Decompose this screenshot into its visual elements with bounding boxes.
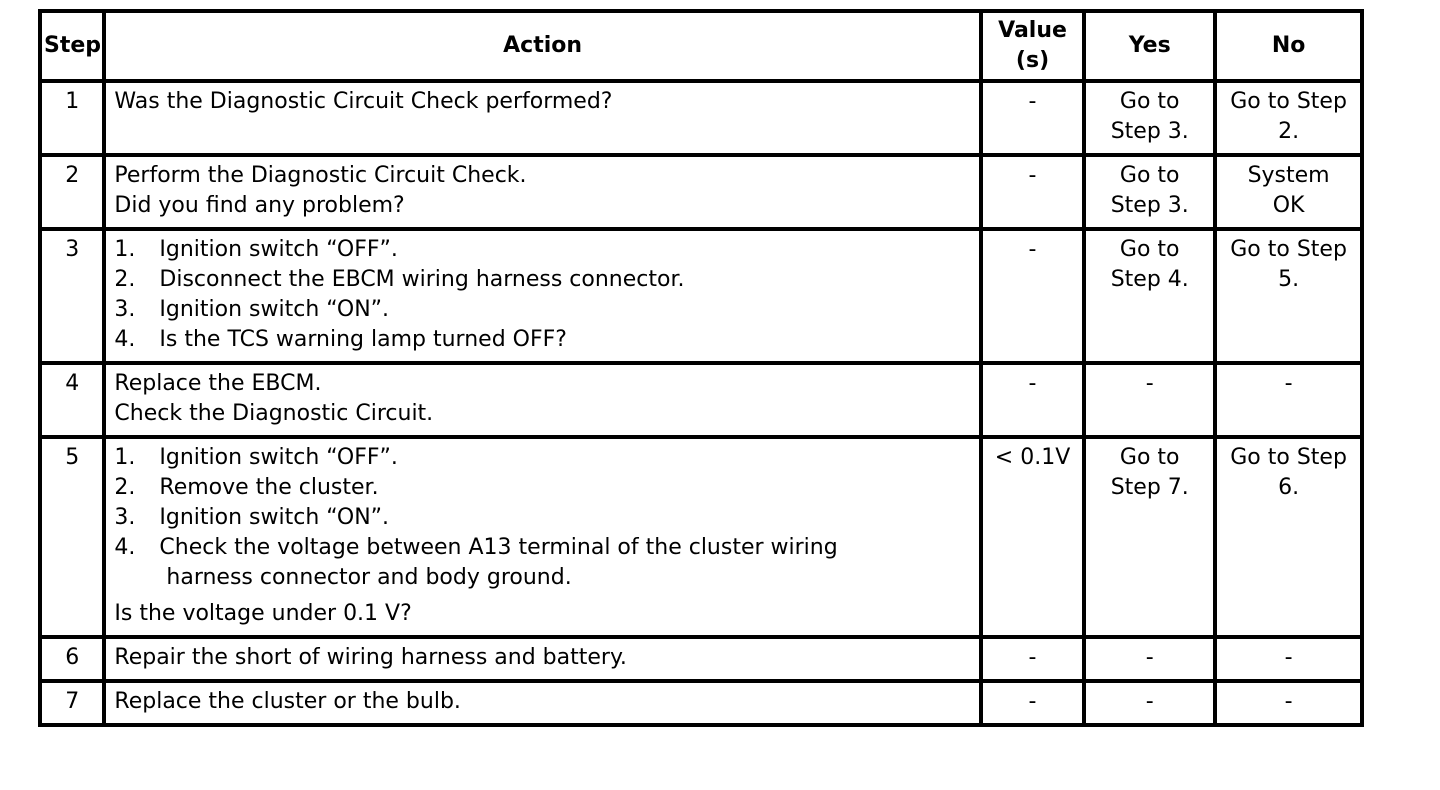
action-step-text: Is the TCS warning lamp turned OFF?	[159, 327, 567, 352]
yes-cell-text: Go to Step 4.	[1110, 237, 1189, 292]
action-step-number: 3.	[114, 297, 136, 322]
yes-cell	[1084, 155, 1215, 229]
yes-cell-text: Go to Step 3.	[1110, 89, 1189, 144]
value-cell-text: -	[1028, 645, 1037, 670]
step-number: 1	[40, 81, 104, 155]
value-cell	[981, 155, 1084, 229]
action-cell	[104, 681, 980, 725]
header-row	[40, 11, 1362, 81]
action-question: Is the voltage under 0.1 V?	[114, 601, 412, 626]
action-step-item	[114, 265, 972, 295]
step-number: 2	[40, 155, 104, 229]
action-step-item	[114, 533, 972, 593]
yes-cell-text: -	[1145, 645, 1154, 670]
table-row	[40, 155, 1362, 229]
yes-cell	[1084, 229, 1215, 363]
table-body	[40, 81, 1362, 725]
value-cell	[981, 637, 1084, 681]
value-cell-text: -	[1028, 89, 1037, 114]
action-step-item	[114, 235, 972, 265]
action-cell	[104, 155, 980, 229]
yes-cell	[1084, 437, 1215, 637]
action-step-number: 2.	[114, 475, 136, 500]
action-step-text: Ignition switch “ON”.	[159, 505, 390, 530]
action-text: Repair the short of wiring harness and battery.	[114, 645, 627, 670]
value-cell-text: -	[1028, 689, 1037, 714]
no-cell-text: System OK	[1247, 163, 1330, 218]
action-cell	[104, 81, 980, 155]
value-cell	[981, 681, 1084, 725]
table-row	[40, 681, 1362, 725]
value-cell-text: -	[1028, 371, 1037, 396]
action-cell	[104, 437, 980, 637]
yes-cell	[1084, 681, 1215, 725]
action-step-text: Ignition switch “ON”.	[159, 297, 390, 322]
table-row	[40, 229, 1362, 363]
action-cell	[104, 229, 980, 363]
header-yes: Yes	[1084, 11, 1215, 81]
table-row	[40, 637, 1362, 681]
step-number: 4	[40, 363, 104, 437]
no-cell-text: -	[1284, 371, 1293, 396]
value-cell-text: < 0.1V	[994, 445, 1071, 470]
no-cell	[1215, 637, 1362, 681]
action-step-number: 4.	[114, 327, 136, 352]
value-cell-text: -	[1028, 237, 1037, 262]
action-text: Check the Diagnostic Circuit.	[114, 401, 434, 426]
yes-cell	[1084, 363, 1215, 437]
action-step-number: 1.	[114, 445, 136, 470]
action-step-item	[114, 473, 972, 503]
value-cell	[981, 437, 1084, 637]
no-cell	[1215, 363, 1362, 437]
action-text: Replace the cluster or the bulb.	[114, 689, 461, 714]
header-value: Value (s)	[981, 11, 1084, 81]
no-cell	[1215, 155, 1362, 229]
no-cell-text: Go to Step 5.	[1230, 237, 1347, 292]
table-row	[40, 437, 1362, 637]
yes-cell-text: Go to Step 7.	[1110, 445, 1189, 500]
action-step-list	[114, 235, 972, 355]
no-cell	[1215, 81, 1362, 155]
action-cell	[104, 363, 980, 437]
action-step-number: 2.	[114, 267, 136, 292]
step-number: 5	[40, 437, 104, 637]
no-cell	[1215, 437, 1362, 637]
action-step-text: Ignition switch “OFF”.	[159, 237, 398, 262]
diagnostic-table	[38, 9, 1364, 727]
no-cell-text: Go to Step 2.	[1230, 89, 1347, 144]
table-header	[40, 11, 1362, 81]
yes-cell-text: -	[1145, 689, 1154, 714]
no-cell-text: -	[1284, 689, 1293, 714]
action-step-text: Remove the cluster.	[159, 475, 379, 500]
value-cell-text: -	[1028, 163, 1037, 188]
action-text: Perform the Diagnostic Circuit Check.	[114, 163, 527, 188]
header-action: Action	[104, 11, 980, 81]
header-no: No	[1215, 11, 1362, 81]
action-step-item	[114, 503, 972, 533]
value-cell	[981, 363, 1084, 437]
yes-cell	[1084, 81, 1215, 155]
action-cell	[104, 637, 980, 681]
header-step: Step	[40, 11, 104, 81]
action-step-text: Disconnect the EBCM wiring harness connector.	[159, 267, 685, 292]
action-step-list	[114, 443, 972, 593]
no-cell-text: -	[1284, 645, 1293, 670]
no-cell	[1215, 681, 1362, 725]
yes-cell-text: Go to Step 3.	[1110, 163, 1189, 218]
step-number: 6	[40, 637, 104, 681]
action-step-item	[114, 443, 972, 473]
step-number: 7	[40, 681, 104, 725]
step-number: 3	[40, 229, 104, 363]
action-step-number: 1.	[114, 237, 136, 262]
action-text: Did you find any problem?	[114, 193, 405, 218]
action-step-number: 3.	[114, 505, 136, 530]
action-step-item	[114, 325, 972, 355]
value-cell	[981, 229, 1084, 363]
no-cell	[1215, 229, 1362, 363]
action-step-item	[114, 295, 972, 325]
action-step-text: Ignition switch “OFF”.	[159, 445, 398, 470]
value-cell	[981, 81, 1084, 155]
yes-cell-text: -	[1145, 371, 1154, 396]
action-text: Was the Diagnostic Circuit Check performed?	[114, 89, 613, 114]
action-step-number: 4.	[114, 535, 136, 560]
table-row	[40, 363, 1362, 437]
table-row	[40, 81, 1362, 155]
action-text: Replace the EBCM.	[114, 371, 322, 396]
action-step-text: Check the voltage between A13 terminal of the cluster wiring harness connector and body ground.	[159, 535, 838, 590]
yes-cell	[1084, 637, 1215, 681]
no-cell-text: Go to Step 6.	[1230, 445, 1347, 500]
